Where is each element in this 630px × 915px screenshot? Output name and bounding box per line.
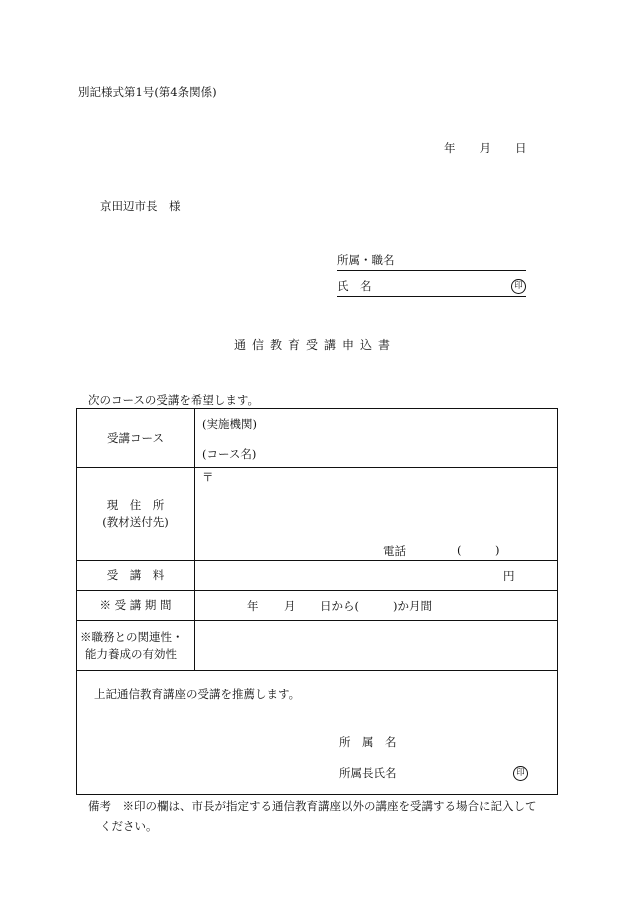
relevance-label-1: ※職務との関連性・ [80,629,184,644]
seal-icon: 印 [513,766,528,781]
date-month-label: 月 [479,141,491,155]
address-sublabel: (教材送付先) [102,515,169,529]
course-input[interactable] [195,409,558,468]
address-row [77,468,558,561]
course-row [77,409,558,468]
applicant-name-label: 氏 名 [337,279,372,293]
date-day-label: 日 [515,141,527,155]
date-field [444,140,527,156]
period-months-label: )か月間 [393,599,432,613]
affiliation-field[interactable] [337,252,526,271]
phone-label: 電話 [383,544,406,558]
period-year-label: 年 [247,599,259,613]
dept-label: 所 属 名 [339,735,397,749]
institution-label: (実施機関) [202,417,257,431]
address-input[interactable] [195,468,558,561]
applicant-name-field[interactable] [337,278,526,297]
notes-line-2: ください。 [100,819,158,833]
period-input[interactable] [195,591,558,621]
seal-icon: 印 [511,279,526,294]
phone-paren-open: ( [457,543,462,557]
document-title: 通信教育受講申込書 [233,338,396,352]
phone-paren-close: ) [495,543,500,557]
relevance-label-2: 能力養成の有効性 [85,646,177,661]
recommendation-section [77,671,558,795]
period-label: ※ 受 講 期 間 [77,591,195,621]
recommend-text: 上記通信教育講座の受講を推薦します。 [94,687,301,701]
fee-unit: 円 [503,569,515,583]
postal-mark: 〒 [202,470,214,484]
application-table [76,408,558,795]
fee-input[interactable] [195,561,558,591]
addressee: 京田辺市長 様 [100,199,181,213]
relevance-row [77,621,558,671]
relevance-label-cell [77,621,195,671]
fee-label: 受 講 料 [77,561,195,591]
recommendation-row [77,671,558,795]
address-label: 現 住 所 [106,498,165,512]
date-year-label: 年 [444,141,456,155]
period-from-label: 日から( [320,599,359,613]
affiliation-label: 所属・職名 [337,253,395,267]
course-name-label: (コース名) [202,447,257,461]
fee-row [77,561,558,591]
period-month-label: 月 [284,599,296,613]
period-row [77,591,558,621]
notes-line-1: 備考 ※印の欄は、市長が指定する通信教育講座以外の講座を受講する場合に記入して [88,799,537,813]
intro-text: 次のコースの受講を希望します。 [88,393,260,407]
address-label-cell [77,468,195,561]
head-name-label: 所属長氏名 [339,766,397,780]
course-label: 受講コース [77,409,195,468]
form-number: 別記様式第1号(第4条関係) [78,85,217,99]
relevance-input[interactable] [195,621,558,671]
